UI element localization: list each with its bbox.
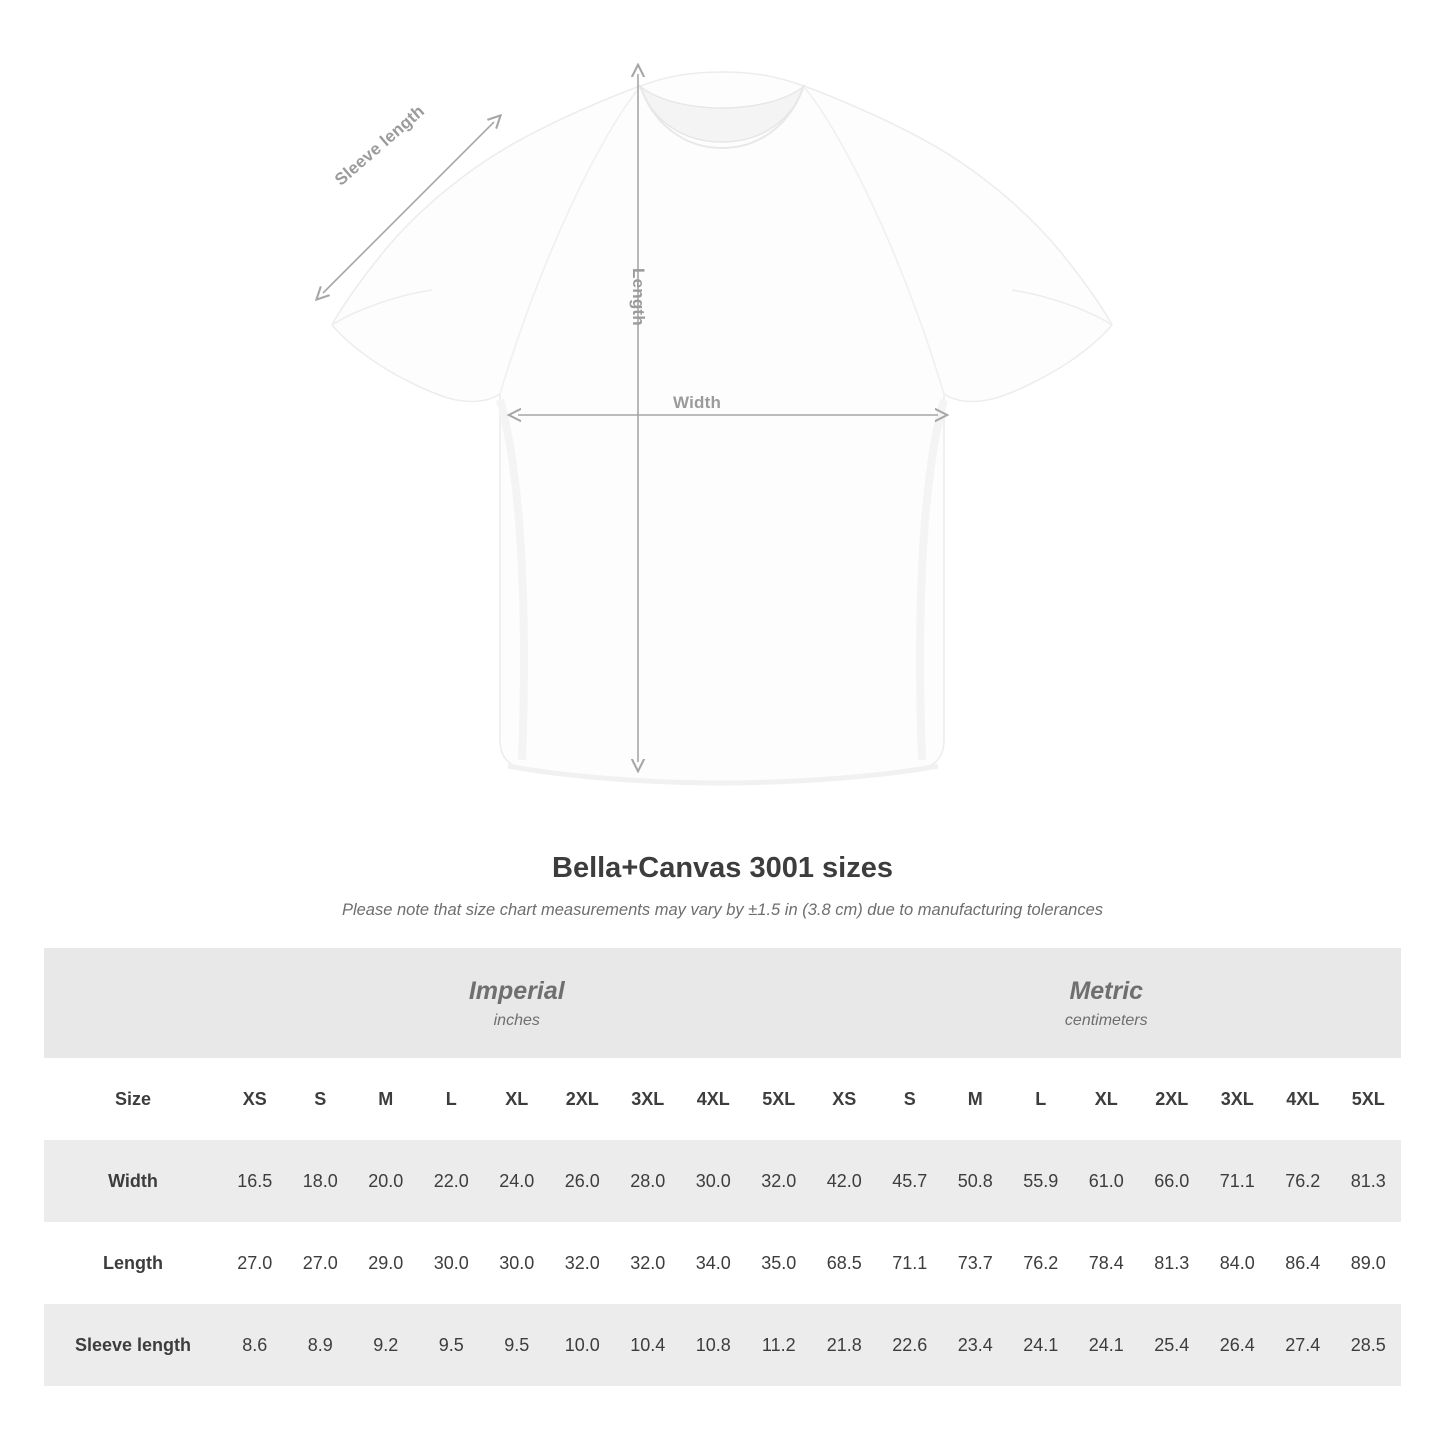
measurement-cell: 45.7 (877, 1140, 943, 1222)
measurement-cell: 42.0 (812, 1140, 878, 1222)
size-header-cell: 2XL (1139, 1058, 1205, 1140)
table-row (44, 1140, 1401, 1222)
size-header-cell: XS (222, 1058, 288, 1140)
measurement-cell: 32.0 (746, 1140, 812, 1222)
measurement-cell: 55.9 (1008, 1140, 1074, 1222)
measurement-cell: 71.1 (877, 1222, 943, 1304)
measurement-cell: 30.0 (419, 1222, 485, 1304)
measurement-cell: 28.0 (615, 1140, 681, 1222)
measurement-cell: 66.0 (1139, 1140, 1205, 1222)
measurement-cell: 24.1 (1074, 1304, 1140, 1386)
measurement-cell: 28.5 (1336, 1304, 1402, 1386)
measurement-cell: 22.0 (419, 1140, 485, 1222)
table-head (44, 948, 1401, 1140)
measurement-cell: 71.1 (1205, 1140, 1271, 1222)
measurement-cell: 11.2 (746, 1304, 812, 1386)
measurement-cell: 76.2 (1270, 1140, 1336, 1222)
width-label: Width (673, 393, 722, 412)
size-header-cell: 5XL (1336, 1058, 1402, 1140)
unit-group-imperial-name: Imperial (468, 977, 565, 1006)
measurement-cell: 8.9 (288, 1304, 354, 1386)
chart-title-block (0, 852, 1445, 920)
unit-group-row (44, 948, 1401, 1058)
measurement-cell: 76.2 (1008, 1222, 1074, 1304)
measurement-cell: 89.0 (1336, 1222, 1402, 1304)
measurement-cell: 24.0 (484, 1140, 550, 1222)
measurement-cell: 68.5 (812, 1222, 878, 1304)
table-row (44, 1304, 1401, 1386)
measurement-cell: 18.0 (288, 1140, 354, 1222)
size-header-cell: L (419, 1058, 485, 1140)
length-label: Length (629, 268, 648, 326)
size-row-label: Size (44, 1058, 222, 1140)
measurement-cell: 73.7 (943, 1222, 1009, 1304)
measurement-cell: 32.0 (550, 1222, 616, 1304)
measurement-cell: 9.5 (484, 1304, 550, 1386)
size-header-cell: XS (812, 1058, 878, 1140)
measurement-cell: 78.4 (1074, 1222, 1140, 1304)
measurement-cell: 25.4 (1139, 1304, 1205, 1386)
measurement-cell: 30.0 (681, 1140, 747, 1222)
measurement-cell: 35.0 (746, 1222, 812, 1304)
measurement-cell: 61.0 (1074, 1140, 1140, 1222)
measurement-cell: 86.4 (1270, 1222, 1336, 1304)
size-header-cell: M (353, 1058, 419, 1140)
table-body (44, 1140, 1401, 1386)
row-label: Length (44, 1222, 222, 1304)
row-label: Width (44, 1140, 222, 1222)
measurement-cell: 26.4 (1205, 1304, 1271, 1386)
measurement-cell: 32.0 (615, 1222, 681, 1304)
unit-group-imperial (222, 948, 812, 1058)
size-header-cell: 2XL (550, 1058, 616, 1140)
measurement-cell: 26.0 (550, 1140, 616, 1222)
size-header-row (44, 1058, 1401, 1140)
table-row (44, 1222, 1401, 1304)
unit-group-metric-name: Metric (1069, 977, 1144, 1006)
size-header-cell: M (943, 1058, 1009, 1140)
tolerance-note: Please note that size chart measurements may vary by ±1.5 in (3.8 cm) due to manufacturing tolerances (341, 901, 1104, 919)
measurement-cell: 10.0 (550, 1304, 616, 1386)
size-chart-table-wrap (44, 948, 1401, 1386)
unit-group-metric-sub: centimeters (1064, 1011, 1148, 1029)
measurement-cell: 23.4 (943, 1304, 1009, 1386)
unit-group-imperial-sub: inches (493, 1011, 540, 1029)
measurement-cell: 16.5 (222, 1140, 288, 1222)
measurement-cell: 9.2 (353, 1304, 419, 1386)
size-header-cell: XL (1074, 1058, 1140, 1140)
size-header-cell: 4XL (681, 1058, 747, 1140)
measurement-cell: 24.1 (1008, 1304, 1074, 1386)
unit-group-blank (44, 948, 222, 1058)
page-title: Bella+Canvas 3001 sizes (552, 852, 893, 884)
measurement-cell: 10.8 (681, 1304, 747, 1386)
size-header-cell: 4XL (1270, 1058, 1336, 1140)
size-chart-table (44, 948, 1401, 1386)
measurement-cell: 8.6 (222, 1304, 288, 1386)
row-label: Sleeve length (44, 1304, 222, 1386)
measurement-cell: 21.8 (812, 1304, 878, 1386)
measurement-cell: 50.8 (943, 1140, 1009, 1222)
unit-group-metric (812, 948, 1402, 1058)
size-header-cell: 3XL (615, 1058, 681, 1140)
measurement-cell: 20.0 (353, 1140, 419, 1222)
size-header-cell: S (288, 1058, 354, 1140)
size-header-cell: L (1008, 1058, 1074, 1140)
size-header-cell: XL (484, 1058, 550, 1140)
measurement-cell: 22.6 (877, 1304, 943, 1386)
measurement-cell: 10.4 (615, 1304, 681, 1386)
measurement-cell: 81.3 (1139, 1222, 1205, 1304)
size-header-cell: 3XL (1205, 1058, 1271, 1140)
measurement-cell: 81.3 (1336, 1140, 1402, 1222)
measurement-cell: 30.0 (484, 1222, 550, 1304)
measurement-cell: 29.0 (353, 1222, 419, 1304)
size-header-cell: S (877, 1058, 943, 1140)
size-header-cell: 5XL (746, 1058, 812, 1140)
measurement-cell: 9.5 (419, 1304, 485, 1386)
sleeve-length-label: Sleeve length (331, 101, 429, 190)
measurement-cell: 27.0 (222, 1222, 288, 1304)
measurement-cell: 34.0 (681, 1222, 747, 1304)
measurement-cell: 27.0 (288, 1222, 354, 1304)
measurement-cell: 84.0 (1205, 1222, 1271, 1304)
tshirt-shape (332, 72, 1112, 784)
measurement-cell: 27.4 (1270, 1304, 1336, 1386)
